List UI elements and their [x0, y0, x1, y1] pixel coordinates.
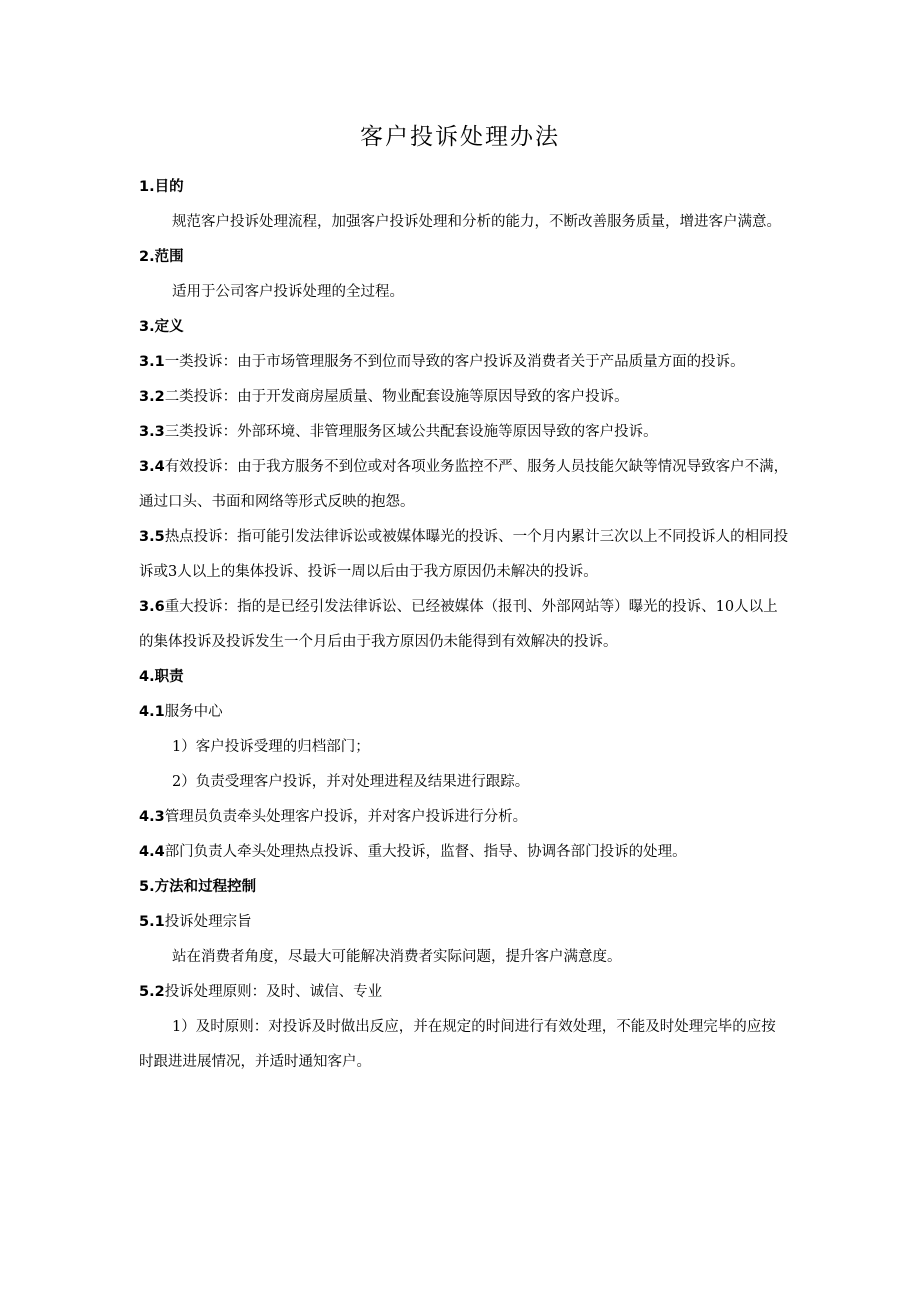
item-number: 4.4: [139, 844, 165, 860]
responsibility-item: [139, 800, 789, 835]
definition-item: [139, 380, 789, 415]
responsibility-subitem: 2）负责受理客户投诉，并对处理进程及结果进行跟踪。: [172, 774, 530, 790]
item-number: 3.5: [139, 529, 165, 545]
section-heading-methods: 5.方法和过程控制: [139, 879, 257, 895]
item-number: 4.3: [139, 809, 165, 825]
method-paragraph: 站在消费者角度，尽最大可能解决消费者实际问题，提升客户满意度。: [172, 949, 622, 965]
item-number: 3.2: [139, 389, 165, 405]
responsibility-item: [139, 695, 789, 730]
method-item: [139, 905, 789, 940]
section-paragraph-scope: 适用于公司客户投诉处理的全过程。: [172, 284, 404, 300]
item-text: 二类投诉：由于开发商房屋质量、物业配套设施等原因导致的客户投诉。: [164, 389, 629, 405]
item-number: 5.1: [139, 914, 165, 930]
definition-item: [139, 450, 789, 520]
item-text: 一类投诉：由于市场管理服务不到位而导致的客户投诉及消费者关于产品质量方面的投诉。: [164, 354, 745, 370]
item-text: 投诉处理宗旨: [164, 914, 252, 930]
definition-item: [139, 590, 789, 660]
method-item: [139, 975, 789, 1010]
section-heading-responsibilities: 4.职责: [139, 669, 184, 685]
document-title: 客户投诉处理办法: [360, 124, 560, 150]
section-paragraph-purpose: 规范客户投诉处理流程，加强客户投诉处理和分析的能力，不断改善服务质量，增进客户满意。: [172, 214, 781, 230]
item-text: 有效投诉：由于我方服务不到位或对各项业务监控不严、服务人员技能欠缺等情况导致客户不满，通过口头、书面和网络等形式反映的抱怨。: [139, 459, 789, 510]
item-number: 3.3: [139, 424, 165, 440]
definition-item: [139, 415, 789, 450]
item-number: 5.2: [139, 984, 165, 1000]
document-body: [139, 170, 789, 1080]
item-text: 三类投诉：外部环境、非管理服务区域公共配套设施等原因导致的客户投诉。: [164, 424, 658, 440]
definition-item: [139, 520, 789, 590]
responsibility-item: [139, 835, 789, 870]
item-text: 管理员负责牵头处理客户投诉，并对客户投诉进行分析。: [164, 809, 528, 825]
item-number: 3.4: [139, 459, 165, 475]
item-text: 重大投诉：指的是已经引发法律诉讼、已经被媒体（报刊、外部网站等）曝光的投诉、10人以上的集体投诉及投诉发生一个月后由于我方原因仍未能得到有效解决的投诉。: [139, 599, 778, 650]
item-text: 投诉处理原则：及时、诚信、专业: [164, 984, 383, 1000]
method-subitem: 1）及时原则：对投诉及时做出反应，并在规定的时间进行有效处理，不能及时处理完毕的应按时跟进进展情况，并适时通知客户。: [139, 1019, 776, 1070]
definition-item: [139, 345, 789, 380]
section-heading-definitions: 3.定义: [139, 319, 184, 335]
item-number: 3.1: [139, 354, 165, 370]
item-text: 部门负责人牵头处理热点投诉、重大投诉，监督、指导、协调各部门投诉的处理。: [164, 844, 687, 860]
responsibility-subitem: 1）客户投诉受理的归档部门；: [172, 739, 370, 755]
section-heading-scope: 2.范围: [139, 249, 184, 265]
section-heading-purpose: 1.目的: [139, 179, 184, 195]
item-number: 3.6: [139, 599, 165, 615]
item-text: 热点投诉：指可能引发法律诉讼或被媒体曝光的投诉、一个月内累计三次以上不同投诉人的相同投诉或3人以上的集体投诉、投诉一周以后由于我方原因仍未解决的投诉。: [139, 529, 789, 580]
item-number: 4.1: [139, 704, 165, 720]
item-text: 服务中心: [164, 704, 223, 720]
